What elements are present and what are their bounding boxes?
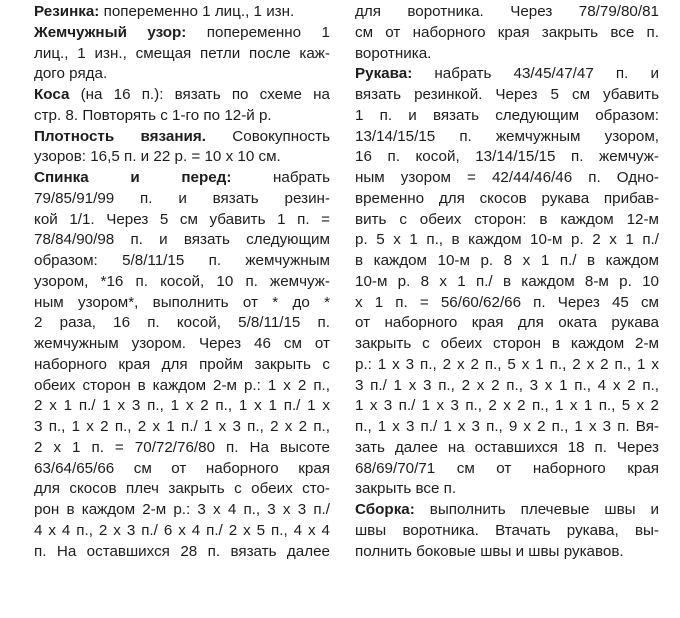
right-column-line — [355, 459, 659, 480]
line-text: 68/69/70/71 см от наборного края — [355, 459, 659, 477]
left-column-line — [34, 396, 330, 417]
line-text: дого ряда. — [34, 65, 108, 83]
right-column-line — [355, 2, 659, 23]
left-column-line — [34, 521, 330, 542]
left-column-line — [34, 376, 330, 397]
line-text: кой 1/1. Через 5 см убавить 1 п. = — [34, 210, 330, 228]
line-text: ным узором = 42/44/46/46 п. Одно- — [355, 169, 659, 186]
right-column-line — [355, 23, 659, 44]
right-column-line — [355, 521, 659, 542]
left-column-line — [34, 251, 330, 272]
line-text: 79/85/91/99 п. и вязать резин- — [34, 189, 330, 207]
right-column-line — [355, 396, 659, 417]
line-text: 2 x 1 п. = 70/72/76/80 п. На высоте — [34, 438, 330, 456]
line-text: р.: 1 x 3 п., 2 x 2 п., 5 x 1 п., 2 x 2 п., 1 x — [355, 355, 659, 373]
right-column-line — [355, 85, 659, 106]
section-heading: Рукава: — [355, 65, 413, 83]
right-column-line — [355, 44, 659, 65]
line-text: стр. 8. Повторять с 1-го по 12-й р. — [34, 106, 272, 124]
left-column-line — [34, 44, 330, 65]
right-column — [355, 2, 659, 562]
line-text: 10-м р. 8 x 1 п./ в каждом 8-м р. 10 — [355, 272, 659, 290]
line-text: закрыть с обеих сторон в каждом 2-м — [355, 335, 659, 352]
left-column-line — [34, 23, 330, 44]
right-column-line — [355, 147, 659, 168]
line-text: воротника. — [355, 44, 432, 62]
right-column-line — [355, 64, 659, 85]
line-text: 13/14/15/15 п. жемчужным узором, — [355, 127, 659, 145]
line-text: закрыть все п. — [355, 480, 457, 498]
left-column-line — [34, 230, 330, 251]
left-column-line — [34, 189, 330, 210]
left-column-line — [34, 64, 330, 85]
line-text: набрать — [231, 169, 330, 186]
right-column-line — [355, 251, 659, 272]
line-text: вязать резинкой. Через 5 см убавить — [355, 86, 659, 103]
right-column-line — [355, 479, 659, 500]
right-column-line — [355, 438, 659, 459]
line-text: x 1 п. = 56/60/62/66 п. Через 45 см — [355, 293, 659, 311]
line-text: обеих сторон в каждом 2-м р.: 1 x 2 п., — [34, 376, 330, 394]
left-column-line — [34, 313, 330, 334]
right-column-line — [355, 189, 659, 210]
section-heading: Жемчужный узор: — [34, 23, 187, 41]
left-column-line — [34, 293, 330, 314]
line-text: вить с обеих сторон: в каждом 12-м — [355, 210, 659, 228]
left-column-line — [34, 459, 330, 480]
line-text: 1 x 3 п./ 1 x 3 п., 2 x 2 п., 1 x 1 п., 5 x 2 — [355, 397, 659, 415]
line-text: п. На оставшихся 28 п. вязать далее — [34, 542, 330, 560]
left-column-line — [34, 334, 330, 355]
line-text: в каждом 10-м р. 8 x 1 п./ в каждом — [355, 252, 659, 269]
line-text: р. 5 x 1 п., в каждом 10-м р. 2 x 1 п./ — [355, 231, 659, 249]
line-text: образом: 5/8/11/15 п. жемчужным — [34, 252, 330, 269]
line-text: выполнить плечевые швы и — [414, 501, 659, 518]
left-column-line — [34, 85, 330, 106]
line-text: попеременно 1 — [186, 23, 330, 41]
line-text: 2 раза, 16 п. косой, 5/8/11/15 п. — [34, 314, 330, 332]
line-text: швы воротника. Втачать рукава, вы- — [355, 521, 659, 539]
line-text: 63/64/65/66 см от наборного края — [34, 459, 330, 477]
left-column-line — [34, 479, 330, 500]
left-column-line — [34, 106, 330, 127]
line-text: 4 x 4 п., 2 x 3 п./ 6 x 4 п./ 2 x 5 п., 4 x 4 — [34, 521, 330, 539]
left-column-line — [34, 355, 330, 376]
line-text: лиц., 1 изн., смещая петли после каж- — [34, 44, 330, 62]
line-text: узором, *16 п. косой, 10 п. жемчуж- — [34, 272, 330, 290]
line-text: от наборного края для оката рукава — [355, 314, 659, 332]
left-column-line — [34, 438, 330, 459]
right-column-line — [355, 334, 659, 355]
section-heading: Сборка: — [355, 501, 415, 518]
left-column-line — [34, 542, 330, 563]
line-text: ным узором*, выполнить от * до * — [34, 293, 330, 311]
line-text: зать далее на оставшихся 18 п. Через — [355, 438, 659, 456]
right-column-line — [355, 500, 659, 521]
line-text: см от наборного края закрыть все п. — [355, 23, 659, 41]
right-column-line — [355, 542, 659, 563]
left-column-line — [34, 168, 330, 189]
left-column-line — [34, 417, 330, 438]
right-column-line — [355, 127, 659, 148]
right-column-line — [355, 106, 659, 127]
line-text: 16 п. косой, 13/14/15/15 п. жемчуж- — [355, 148, 659, 166]
line-text: для скосов плеч закрыть с обеих сто- — [34, 480, 330, 498]
line-text: 3 п., 1 x 2 п., 2 x 1 п./ 1 x 3 п., 2 x 2 п., — [34, 418, 330, 435]
right-column-line — [355, 293, 659, 314]
line-text: рон в каждом 2-м р.: 3 x 4 п., 3 x 3 п./ — [34, 501, 330, 518]
left-column-line — [34, 127, 330, 148]
left-column-line — [34, 147, 330, 168]
line-text: попеременно 1 лиц., 1 изн. — [99, 3, 295, 20]
left-column-line — [34, 210, 330, 231]
right-column-line — [355, 168, 659, 189]
section-heading: Коса — [34, 86, 70, 103]
line-text: 78/84/90/98 п. и вязать следующим — [34, 231, 330, 249]
line-text: 3 п./ 1 x 3 п., 2 x 2 п., 3 x 1 п., 4 x 2 п., — [355, 376, 659, 394]
line-text: для воротника. Через 78/79/80/81 — [355, 3, 659, 20]
line-text: набрать 43/45/47/47 п. и — [412, 65, 659, 83]
right-column-line — [355, 313, 659, 334]
line-text: полнить боковые швы и швы рукавов. — [355, 542, 624, 560]
left-column — [34, 2, 330, 562]
section-heading: Плотность вязания. — [34, 127, 206, 145]
line-text: 2 x 1 п./ 1 x 3 п., 1 x 2 п., 1 x 1 п./ 1 x — [34, 397, 330, 415]
right-column-line — [355, 272, 659, 293]
right-column-line — [355, 210, 659, 231]
section-heading: Спинка и перед: — [34, 169, 232, 186]
right-column-line — [355, 376, 659, 397]
line-text: наборного края для пройм закрыть с — [34, 355, 330, 373]
right-column-line — [355, 355, 659, 376]
left-column-line — [34, 272, 330, 293]
line-text: 1 п. и вязать следующим образом: — [355, 106, 659, 124]
line-text: жемчужным узором. Через 46 см от — [34, 335, 330, 352]
left-column-line — [34, 500, 330, 521]
line-text: временно для скосов рукава прибав- — [355, 189, 659, 207]
line-text: Совокупность — [205, 127, 330, 145]
section-heading: Резинка: — [34, 3, 100, 20]
line-text: п., 1 x 3 п./ 1 x 3 п., 9 x 2 п., 1 x 3 п. Вя- — [355, 418, 659, 435]
line-text: (на 16 п.): вязать по схеме на — [69, 86, 330, 103]
right-column-line — [355, 417, 659, 438]
right-column-line — [355, 230, 659, 251]
line-text: узоров: 16,5 п. и 22 р. = 10 x 10 см. — [34, 148, 281, 166]
left-column-line — [34, 2, 330, 23]
